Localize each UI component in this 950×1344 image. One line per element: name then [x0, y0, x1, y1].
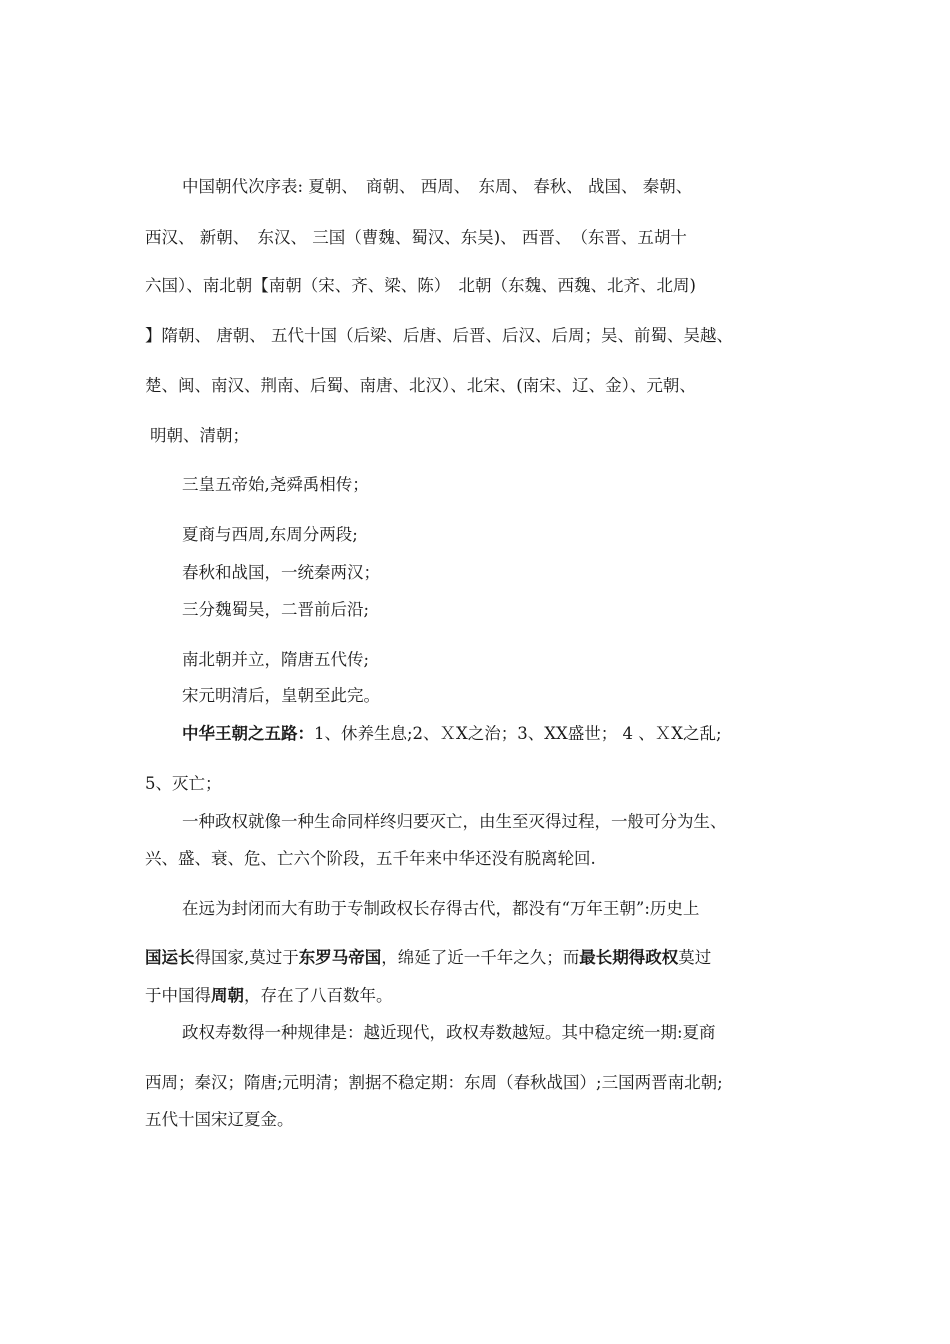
poem-line-2: 夏商与西周,东周分两段;: [182, 525, 358, 544]
text-run: ，存在了八百数年。: [244, 986, 393, 1005]
bold-term: 国运长: [145, 948, 195, 967]
text-run: 于中国得: [145, 986, 211, 1005]
text-run: ，绵延了近一千年之久；而: [381, 948, 580, 967]
poem-line-1: 三皇五帝始,尧舜禹相传；: [182, 475, 369, 494]
para3-line-1: 政权寿数得一种规律是：越近现代，政权寿数越短。其中稳定统一期:夏商: [182, 1023, 716, 1042]
bold-term: 东罗马帝国: [298, 948, 382, 967]
poem-line-6: 宋元明清后，皇朝至此完。: [182, 686, 380, 705]
para2-line-1: 在远为封闭而大有助于专制政权长存得古代，都没有“万年王朝”:历史上: [182, 899, 700, 918]
dynasty-list-line-1: 中国朝代次序表: 夏朝、 商朝、 西周、 东周、 春秋、 战国、 秦朝、: [182, 177, 693, 196]
dynasty-list-line-2: 西汉、 新朝、 东汉、 三国（曹魏、蜀汉、东吴)、 西晋、 （东晋、五胡十: [145, 228, 687, 247]
poem-line-5: 南北朝并立，隋唐五代传;: [182, 650, 370, 669]
five-roads-line: [182, 722, 830, 746]
bold-term: 最长期得政权: [579, 948, 679, 967]
text-run: 得国家,莫过于: [194, 948, 299, 967]
poem-line-4: 三分魏蜀吴，二晋前后沿;: [182, 600, 370, 619]
five-roads-text: 1、休养生息;2、ＸX之治；3、XX盛世； 4 、ＸX之乱;: [314, 724, 722, 743]
bold-term: 周朝: [211, 986, 244, 1005]
para3-line-2: 西周；秦汉；隋唐;元明清；割据不稳定期：东周（春秋战国）;三国两晋南北朝;: [145, 1073, 723, 1092]
para2-line-3: [145, 984, 830, 1008]
para3-line-3: 五代十国宋辽夏金。: [145, 1110, 294, 1129]
dynasty-list-line-4: 】隋朝、 唐朝、 五代十国（后梁、后唐、后晋、后汉、后周；吴、前蜀、吴越、: [145, 326, 733, 345]
dynasty-list-line-3: 六国）、南北朝【南朝（宋、齐、梁、陈） 北朝（东魏、西魏、北齐、北周): [145, 276, 696, 295]
para1-line-2: 兴、盛、衰、危、亡六个阶段，五千年来中华还没有脱离轮回.: [145, 849, 596, 868]
dynasty-list-line-6: 明朝、清朝；: [150, 426, 249, 445]
dynasty-list-line-5: 楚、闽、南汉、荆南、后蜀、南唐、北汉）、北宋、(南宋、辽、金）、元朝、: [145, 376, 696, 395]
text-run: 莫过: [678, 948, 712, 967]
five-roads-title: 中华王朝之五路：: [182, 724, 314, 743]
five-roads-cont: 5、灭亡；: [145, 774, 222, 793]
para1-line-1: 一种政权就像一种生命同样终归要灭亡，由生至灭得过程，一般可分为生、: [182, 812, 727, 831]
poem-line-3: 春秋和战国，一统秦两汉；: [182, 563, 380, 582]
para2-line-2: [145, 946, 830, 970]
